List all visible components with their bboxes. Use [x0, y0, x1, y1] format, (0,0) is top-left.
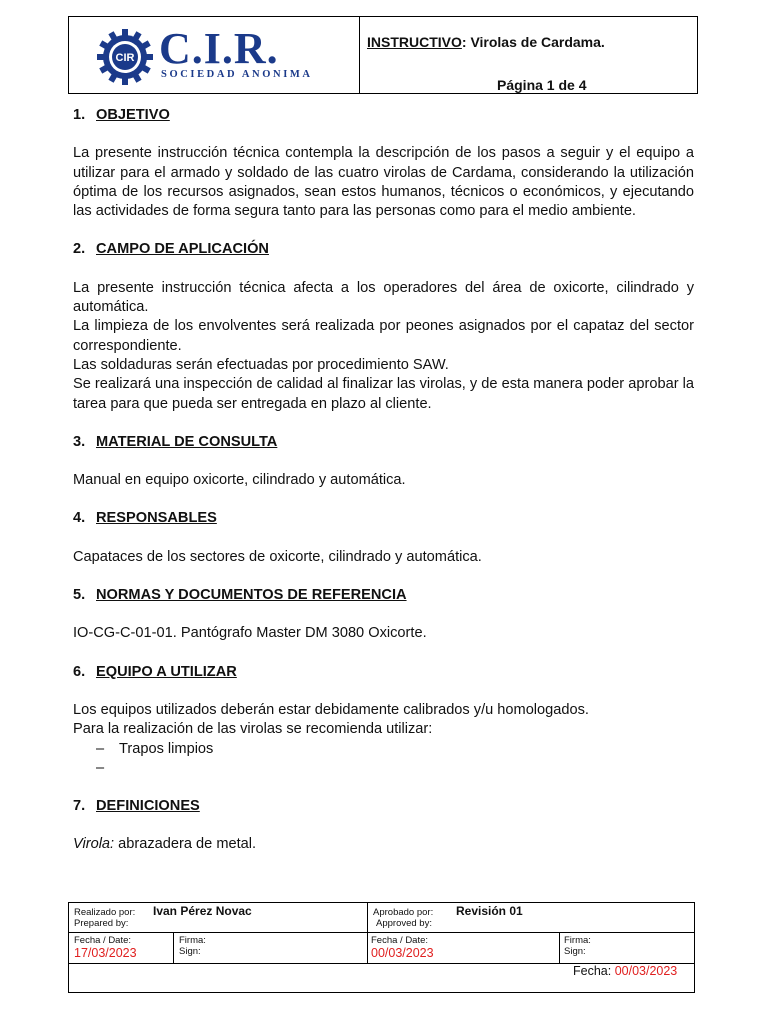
- approved-label: Approved by:: [376, 918, 432, 929]
- bullet-dash: –: [96, 759, 105, 776]
- doc-title-rest: : Virolas de Cardama.: [461, 34, 605, 50]
- document-header: [68, 16, 698, 94]
- section-number: 5.: [73, 587, 86, 604]
- campo-paragraph-1: La presente instrucción técnica afecta a los operadores del área de oxicorte, cilindrado y automática.: [73, 279, 694, 316]
- objetivo-paragraph: La presente instrucción técnica contempla la descripción de los pasos a seguir y el equipo a utilizar para el armado y soldado de las cuatro virolas de Cardama, considerando la utilización óptima de los recursos asignados, sean estos humanos, técnicos o económicos, y ejecutando las actividades de forma segura tanto para las personas como para el medio ambiente.: [73, 145, 694, 220]
- fecha-left-cell: [74, 935, 137, 960]
- campo-paragraph-3: Las soldaduras serán efectuadas por procedimiento SAW.: [73, 356, 449, 373]
- section-title: MATERIAL DE CONSULTA: [96, 433, 278, 450]
- section-heading: [73, 433, 694, 452]
- section-number: 3.: [73, 433, 86, 450]
- bullet-dash: –: [96, 740, 105, 757]
- definition-term: Virola:: [73, 836, 115, 853]
- section-title: RESPONSABLES: [96, 510, 217, 527]
- campo-paragraph-2: La limpieza de los envolventes será realizada por peones asignados por el capataz del sector correspondiente.: [73, 318, 694, 354]
- revision-label: Revisión 01: [456, 904, 523, 918]
- company-logo: [95, 24, 345, 87]
- section-title: CAMPO DE APLICACIÓN: [96, 241, 269, 258]
- document-body: [73, 106, 694, 855]
- section-heading: [73, 663, 694, 682]
- fecha-left-value: 17/03/2023: [74, 946, 137, 960]
- logo-cell: [69, 17, 360, 93]
- logo-badge-text: CIR: [115, 52, 135, 64]
- fecha-date-label: Fecha / Date:: [74, 935, 132, 946]
- normas-paragraph: IO-CG-C-01-01. Pantógrafo Master DM 3080 Oxicorte.: [73, 625, 427, 642]
- definition-text: abrazadera de metal.: [114, 836, 257, 853]
- fecha-bottom-label: Fecha:: [573, 964, 615, 978]
- firma-right-cell: [564, 935, 591, 957]
- section-title: EQUIPO A UTILIZAR: [96, 663, 237, 680]
- sign-label: Sign:: [179, 946, 201, 957]
- prepared-label: Prepared by:: [74, 918, 129, 929]
- brand-name: C.I.R.: [159, 24, 279, 73]
- list-item-text: Trapos limpios: [119, 740, 214, 757]
- section-heading: [73, 106, 694, 125]
- approval-table: [68, 902, 695, 993]
- equipment-list: [73, 740, 694, 779]
- sign-label: Sign:: [564, 946, 586, 957]
- gear-logo-icon: [95, 27, 155, 87]
- firma-label: Firma:: [179, 935, 206, 946]
- section-number: 6.: [73, 663, 86, 680]
- fecha-mid-cell: [371, 935, 434, 960]
- fecha-mid-value: 00/03/2023: [371, 946, 434, 960]
- material-paragraph: Manual en equipo oxicorte, cilindrado y automática.: [73, 472, 406, 489]
- firma-left-cell: [179, 935, 206, 957]
- fecha-bottom: [573, 964, 677, 978]
- equipo-paragraph-2: Para la realización de las virolas se recomienda utilizar:: [73, 721, 433, 738]
- section-number: 1.: [73, 107, 86, 123]
- aprobado-label: Aprobado por:: [373, 907, 434, 918]
- section-number: 4.: [73, 510, 86, 527]
- firma-label: Firma:: [564, 935, 591, 946]
- equipo-paragraph-1: Los equipos utilizados deberán estar debidamente calibrados y/u homologados.: [73, 701, 589, 718]
- section-title: OBJETIVO: [96, 107, 170, 123]
- section-number: 2.: [73, 241, 86, 258]
- aprobado-cell: [373, 907, 433, 929]
- section-heading: [73, 586, 694, 605]
- fecha-bottom-value: 00/03/2023: [614, 964, 678, 978]
- doc-type: INSTRUCTIVO: [367, 34, 462, 50]
- brand-subtitle: SOCIEDAD ANONIMA: [161, 69, 313, 80]
- section-title: NORMAS Y DOCUMENTOS DE REFERENCIA: [96, 587, 407, 604]
- campo-paragraph-4: Se realizará una inspección de calidad al finalizar las virolas, y de esta manera poder aprobar la tarea para que pueda ser entregada en plazo al cliente.: [73, 376, 694, 412]
- page-indicator: Página 1 de 4: [497, 77, 587, 93]
- realizado-label: Realizado por:: [74, 907, 136, 918]
- fecha-date-label: Fecha / Date:: [371, 935, 429, 946]
- section-heading: [73, 240, 694, 259]
- responsables-paragraph: Capataces de los sectores de oxicorte, cilindrado y automática.: [73, 548, 482, 565]
- section-title: DEFINICIONES: [96, 798, 200, 815]
- list-item: [73, 759, 694, 778]
- section-heading: [73, 509, 694, 528]
- section-number: 7.: [73, 798, 86, 815]
- realizado-cell: [74, 907, 135, 929]
- definition-paragraph: [73, 835, 694, 854]
- realizado-name: Ivan Pérez Novac: [153, 904, 252, 918]
- document-title: [367, 34, 605, 50]
- section-heading: [73, 797, 694, 816]
- list-item: [73, 740, 694, 759]
